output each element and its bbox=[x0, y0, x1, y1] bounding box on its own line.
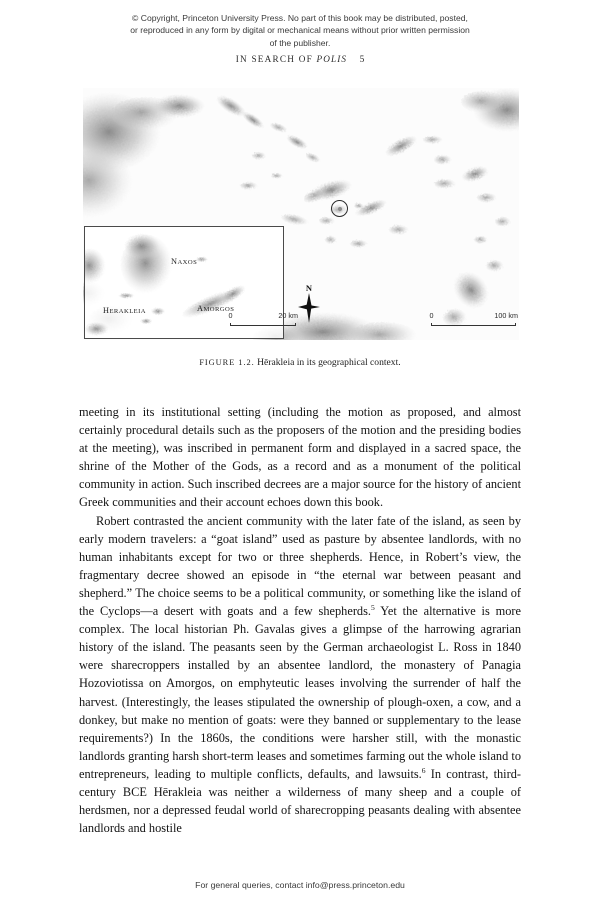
main-scale-bar bbox=[431, 310, 516, 326]
copyright-notice: © Copyright, Princeton University Press. No part of this book may be distributed, posted, or reproduced in any form by digital or mechanical means without prior written permission of the publisher. bbox=[130, 13, 470, 48]
main-scale-max: 100 km bbox=[494, 311, 518, 320]
inset-scale-max: 20 km bbox=[278, 311, 298, 320]
running-head bbox=[0, 54, 600, 65]
running-head-italic: POLIS bbox=[316, 54, 348, 64]
locator-circle-marker bbox=[331, 200, 348, 217]
figure-1-2 bbox=[83, 88, 519, 340]
paragraph-2-part-3: In contrast, third-century BCE Hērakleia was neither a wilderness of many sheep and a couple of herdsmen, nor a depressed feudal world of sharecropping peasants dealing with absentee landlords and hostile bbox=[79, 766, 521, 836]
paragraph-2-part-1: Robert contrasted the ancient community with the later fate of the island, as seen by early modern travelers: a “goat island” used as pasture by absentee landlords, with no human inhabitants except for two or three shepherds. Hence, in Robert’s view, the fragmentary decree showed an episode in “the eternal war between peasant and shepherd.” The choice seems to be a political community, or something like the island of the Cyclops—a desert with goats and a few shepherds. bbox=[79, 513, 521, 619]
page-number: 5 bbox=[359, 55, 365, 65]
body-text bbox=[79, 403, 521, 837]
page-footer: For general queries, contact info@press.princeton.edu bbox=[195, 880, 405, 890]
inset-label-amorgos: AMORGOS bbox=[197, 304, 235, 313]
inset-label-naxos: NAXOS bbox=[171, 257, 198, 266]
main-scale-bar-line bbox=[431, 323, 516, 326]
paragraph-1: meeting in its institutional setting (including the motion as proposed, and almost certainly procedural details such as the proposers of the motion and the presiding bodies at the meeting), was inscribed in permanent form and displayed in a sacred space, the shrine of the Mother of the Gods, as a record and as a monument of the political community in action. Such inscribed decrees are a major source for the history of ancient Greek communities and their account echoes down this book. bbox=[79, 405, 521, 510]
inset-scale-bar bbox=[230, 310, 296, 326]
running-head-roman: IN SEARCH OF bbox=[235, 54, 313, 64]
paragraph-2 bbox=[79, 512, 521, 838]
footnote-marker-6: 6 bbox=[421, 765, 426, 775]
inset-scale-min: 0 bbox=[228, 311, 233, 320]
figure-caption bbox=[0, 357, 600, 368]
north-arrow-label: N bbox=[305, 283, 313, 293]
map-image bbox=[83, 88, 519, 340]
inset-scale-bar-line bbox=[230, 323, 296, 326]
figure-caption-lead: FIGURE 1.2. bbox=[199, 358, 255, 367]
figure-caption-text: Hērakleia in its geographical context. bbox=[257, 357, 401, 368]
north-arrow-icon bbox=[298, 284, 320, 324]
main-scale-min: 0 bbox=[429, 311, 434, 320]
footnote-marker-5: 5 bbox=[371, 602, 375, 612]
paragraph-2-part-2: Yet the alternative is more complex. The local historian Ph. Gavalas gives a glimpse of the harrowing agrarian history of the island. The peasants seen by the German archaeologist L. Ross in 1840 were sharecroppers installed by an absentee landlord, the monastery of Panagia Hozoviotissa on Amorgos, on emphyteutic leases involving the surrender of half the harvest. (Interestingly, the leases stipulated the ownership of plough-oxen, a cow, and a donkey, but make no mention of goats: were they banned or supplementary to the lease requirements?) In the 1860s, the conditions were harsher still, with the monastic landlords granting harsh short-term leases and sometimes farming out the whole island to entrepreneurs, leading to multiple conflicts, defaults, and lawsuits. bbox=[79, 604, 521, 781]
inset-label-herakleia: HERAKLEIA bbox=[103, 306, 147, 315]
